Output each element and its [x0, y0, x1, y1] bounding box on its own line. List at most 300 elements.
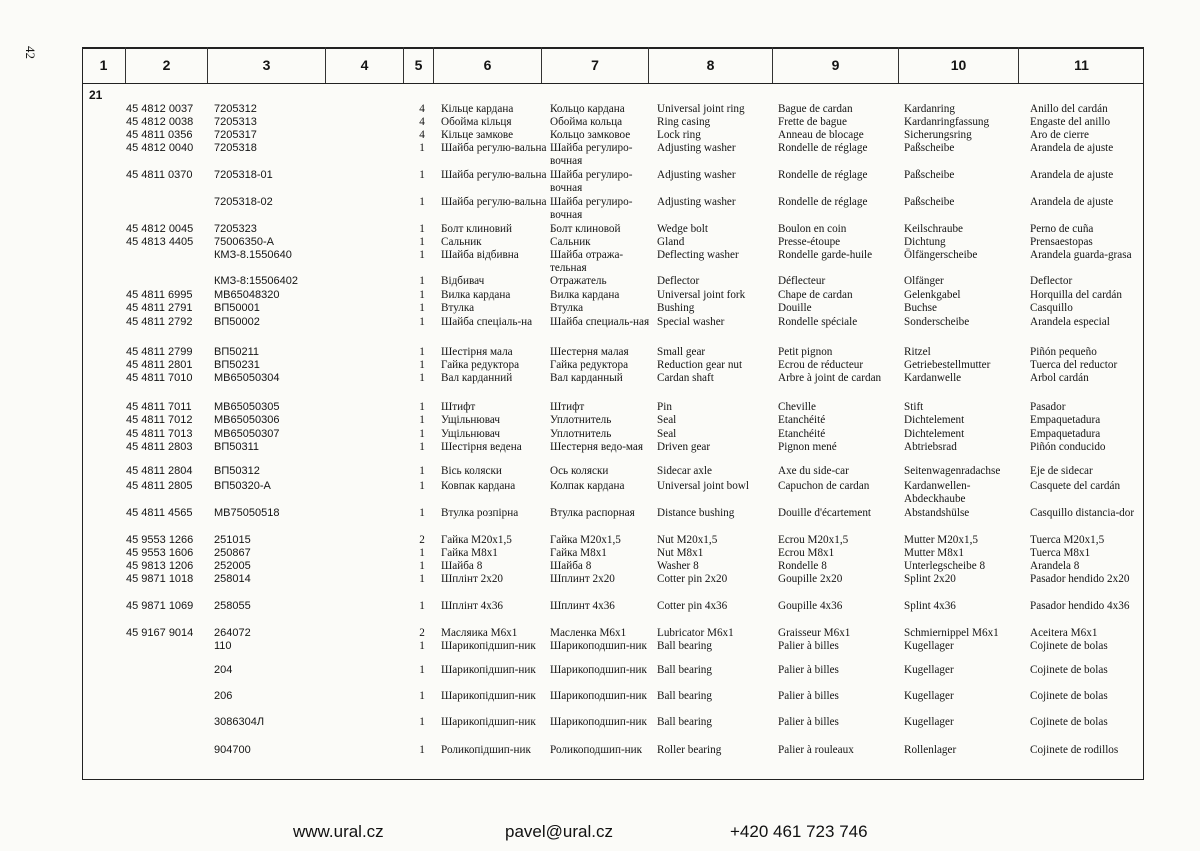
cell-c6: Шайба регулю-вальна [441, 142, 547, 154]
cell-c6: Відбивач [441, 275, 485, 287]
cell-c8: Lubricator M6x1 [657, 627, 734, 639]
cell-c5: 1 [419, 480, 425, 492]
cell-c8: Nut M8x1 [657, 547, 704, 559]
cell-c9: Cheville [778, 401, 816, 413]
cell-c9: Chape de cardan [778, 289, 853, 301]
cell-c8: Nut M20x1,5 [657, 534, 718, 546]
cell-c7: Обойма кольца [550, 116, 623, 128]
cell-c10: Kardanring [904, 103, 955, 115]
cell-c10: Kugellager [904, 716, 954, 728]
cell-c8: Small gear [657, 346, 706, 358]
header-col-7: 7 [542, 47, 649, 83]
footer-email[interactable]: pavel@ural.cz [505, 822, 613, 841]
cell-c5: 1 [419, 401, 425, 413]
cell-c3: 7205318-01 [214, 169, 273, 181]
cell-c11: Arandela de ajuste [1030, 196, 1114, 208]
cell-c2: 45 9167 9014 [126, 627, 194, 639]
section-number: 21 [89, 88, 103, 102]
cell-c10: Kugellager [904, 640, 954, 652]
cell-c11: Perno de cuña [1030, 223, 1094, 235]
header-col-5: 5 [404, 47, 434, 83]
cell-c11: Arandela guarda-grasa [1030, 249, 1132, 261]
cell-c8: Lock ring [657, 129, 701, 141]
cell-c11: Cojinete de bolas [1030, 664, 1108, 676]
cell-c6: Ущільнювач [441, 414, 500, 426]
cell-c9: Palier à rouleaux [778, 744, 854, 756]
cell-c7: Шайба регулиро-вочная [550, 169, 633, 194]
cell-c8: Ball bearing [657, 640, 712, 652]
table-header [82, 47, 1144, 84]
cell-c6: Штифт [441, 401, 476, 413]
cell-c7: Уплотнитель [550, 428, 612, 440]
cell-c11: Prensaestopas [1030, 236, 1093, 248]
cell-c7: Шарикоподшип-ник [550, 640, 647, 652]
cell-c2: 45 9553 1606 [126, 547, 194, 559]
cell-c9: Rondelle garde-huile [778, 249, 873, 261]
cell-c2: 45 4811 2805 [126, 480, 193, 492]
cell-c6: Шестірня мала [441, 346, 513, 358]
cell-c2: 45 4811 7012 [126, 414, 193, 426]
cell-c7: Гайка редуктора [550, 359, 629, 371]
cell-c10: Dichtelement [904, 428, 965, 440]
cell-c10: Unterlegscheibe 8 [904, 560, 986, 572]
cell-c3: МВ65050307 [214, 428, 280, 440]
cell-c3: 3086304Л [214, 716, 265, 728]
cell-c6: Шарикопідшип-ник [441, 690, 536, 702]
cell-c6: Гайка М20х1,5 [441, 534, 512, 546]
header-col-3: 3 [208, 47, 326, 83]
cell-c8: Ball bearing [657, 690, 712, 702]
cell-c3: 204 [214, 664, 233, 676]
cell-c7: Кольцо замковое [550, 129, 631, 141]
cell-c9: Anneau de blocage [778, 129, 864, 141]
cell-c3: МВ75050518 [214, 507, 280, 519]
header-col-11: 11 [1074, 57, 1089, 73]
cell-c8: Deflecting washer [657, 249, 739, 261]
cell-c11: Piñón pequeño [1030, 346, 1097, 358]
cell-c6: Шайба 8 [441, 560, 483, 572]
cell-c10: Mutter M8x1 [904, 547, 964, 559]
cell-c10: Dichtelement [904, 414, 965, 426]
cell-c3: 7205318 [214, 142, 257, 154]
cell-c5: 1 [419, 223, 425, 235]
cell-c6: Шарикопідшип-ник [441, 640, 536, 652]
cell-c5: 2 [419, 627, 425, 639]
cell-c2: 45 4812 0038 [126, 116, 194, 128]
cell-c8: Ball bearing [657, 664, 712, 676]
cell-c2: 45 4811 2799 [126, 346, 193, 358]
cell-c5: 1 [419, 441, 425, 453]
cell-c6: Шайба регулю-вальна [441, 196, 547, 208]
cell-c11: Deflector [1030, 275, 1073, 287]
cell-c10: Ölfängerscheibe [904, 249, 978, 261]
cell-c3: ВП50001 [214, 302, 260, 314]
cell-c10: Olfänger [904, 275, 944, 287]
cell-c2: 45 4811 7011 [126, 401, 192, 413]
cell-c6: Гайка редуктора [441, 359, 520, 371]
cell-c3: 110 [214, 640, 232, 652]
cell-c3: 258055 [214, 600, 251, 612]
cell-c10: Gelenkgabel [904, 289, 961, 301]
cell-c2: 45 9871 1069 [126, 600, 194, 612]
cell-c8: Ring casing [657, 116, 711, 128]
cell-c10: Dichtung [904, 236, 946, 248]
cell-c6: Кільце кардана [441, 103, 514, 115]
cell-c2: 45 4811 0370 [126, 169, 193, 181]
cell-c10: Abstandshülse [904, 507, 970, 519]
cell-c7: Шайба отража-тельная [550, 249, 624, 274]
cell-c9: Arbre à joint de cardan [778, 372, 882, 384]
cell-c10: Sonderscheibe [904, 316, 970, 328]
cell-c9: Palier à billes [778, 664, 839, 676]
header-col-1: 1 [82, 47, 126, 83]
cell-c6: Роликопідшип-ник [441, 744, 531, 756]
cell-c5: 1 [419, 465, 425, 477]
cell-c11: Engaste del anillo [1030, 116, 1111, 128]
cell-c5: 1 [419, 169, 425, 181]
cell-c3: ВП50312 [214, 465, 260, 477]
cell-c7: Шарикоподшип-ник [550, 716, 647, 728]
cell-c9: Douille d'écartement [778, 507, 872, 519]
cell-c6: Вісь коляски [441, 465, 502, 477]
cell-c6: Шплінт 4х36 [441, 600, 504, 612]
cell-c9: Goupille 4x36 [778, 600, 843, 612]
cell-c7: Втулка распорная [550, 507, 635, 519]
cell-c11: Arandela de ajuste [1030, 142, 1114, 154]
cell-c11: Eje de sidecar [1030, 465, 1093, 477]
cell-c7: Уплотнитель [550, 414, 612, 426]
cell-c10: Abtriebsrad [904, 441, 957, 453]
cell-c5: 1 [419, 236, 425, 248]
cell-c6: Шестірня ведена [441, 441, 522, 453]
cell-c8: Cotter pin 4x36 [657, 600, 728, 612]
cell-c7: Гайка М20х1,5 [550, 534, 621, 546]
cell-c9: Etanchéité [778, 414, 826, 426]
cell-c7: Болт клиновой [550, 223, 621, 235]
cell-c2: 45 4811 7013 [126, 428, 193, 440]
cell-c8: Universal joint fork [657, 289, 746, 301]
header-col-4: 4 [326, 47, 404, 83]
cell-c5: 1 [419, 275, 425, 287]
cell-c10: Schmiernippel M6x1 [904, 627, 999, 639]
cell-c2: 45 4811 2791 [126, 302, 193, 314]
cell-c7: Шестерня малая [550, 346, 629, 358]
cell-c8: Seal [657, 414, 677, 426]
cell-c11: Piñón conducido [1030, 441, 1106, 453]
cell-c5: 1 [419, 716, 425, 728]
cell-c8: Distance bushing [657, 507, 735, 519]
cell-c8: Adjusting washer [657, 142, 736, 154]
cell-c8: Universal joint ring [657, 103, 745, 115]
cell-c8: Universal joint bowl [657, 480, 749, 492]
cell-c3: 7205312 [214, 103, 257, 115]
cell-c6: Вилка кардана [441, 289, 511, 301]
cell-c9: Ecrou M8x1 [778, 547, 835, 559]
cell-c7: Колпак кардана [550, 480, 625, 492]
cell-c3: 250867 [214, 547, 251, 559]
cell-c7: Втулка [550, 302, 584, 314]
cell-c10: Paßscheibe [904, 169, 955, 181]
cell-c9: Ecrou de réducteur [778, 359, 864, 371]
cell-c2: 45 4811 7010 [126, 372, 193, 384]
cell-c7: Штифт [550, 401, 585, 413]
cell-c11: Empaquetadura [1030, 414, 1101, 426]
cell-c3: 252005 [214, 560, 251, 572]
cell-c11: Arandela de ajuste [1030, 169, 1114, 181]
cell-c10: Seitenwagenradachse [904, 465, 1001, 477]
cell-c6: Шайба спеціаль-на [441, 316, 533, 328]
cell-c3: МВ65050304 [214, 372, 280, 384]
cell-c10: Stift [904, 401, 924, 413]
cell-c11: Casquete del cardán [1030, 480, 1121, 492]
cell-c11: Aro de cierre [1030, 129, 1090, 141]
header-col-10: 10 [899, 47, 1019, 83]
cell-c5: 1 [419, 249, 425, 261]
cell-c7: Шплинт 4х36 [550, 600, 615, 612]
cell-c8: Gland [657, 236, 685, 248]
cell-c9: Boulon en coin [778, 223, 847, 235]
cell-c2: 45 9871 1018 [126, 573, 194, 585]
cell-c9: Pignon mené [778, 441, 837, 453]
cell-c11: Casquillo distancia-dor [1030, 507, 1135, 519]
cell-c3: ВП50320-A [214, 480, 271, 492]
cell-c7: Шайба специаль-ная [550, 316, 650, 328]
cell-c9: Bague de cardan [778, 103, 853, 115]
cell-c5: 1 [419, 507, 425, 519]
header-col-8: 8 [649, 47, 773, 83]
cell-c6: Гайка М8х1 [441, 547, 498, 559]
cell-c8: Cardan shaft [657, 372, 714, 384]
cell-c3: 7205313 [214, 116, 257, 128]
cell-c11: Empaquetadura [1030, 428, 1101, 440]
cell-c2: 45 4811 4565 [126, 507, 193, 519]
cell-c2: 45 4811 0356 [126, 129, 193, 141]
cell-c7: Шайба регулиро-вочная [550, 142, 633, 167]
cell-c7: Шайба 8 [550, 560, 592, 572]
cell-c9: Axe du side-car [778, 465, 849, 477]
cell-c10: Mutter M20x1,5 [904, 534, 978, 546]
cell-c8: Deflector [657, 275, 700, 287]
cell-c5: 1 [419, 664, 425, 676]
cell-c10: Ritzel [904, 346, 931, 358]
cell-c3: 7205318-02 [214, 196, 273, 208]
cell-c10: Paßscheibe [904, 196, 955, 208]
cell-c11: Casquillo [1030, 302, 1073, 314]
cell-c11: Arandela especial [1030, 316, 1110, 328]
cell-c9: Palier à billes [778, 640, 839, 652]
cell-c11: Aceitera M6x1 [1030, 627, 1098, 639]
cell-c5: 1 [419, 428, 425, 440]
cell-c9: Goupille 2x20 [778, 573, 843, 585]
cell-c5: 1 [419, 640, 425, 652]
cell-c11: Cojinete de rodillos [1030, 744, 1119, 756]
cell-c8: Adjusting washer [657, 169, 736, 181]
cell-c11: Tuerca M8x1 [1030, 547, 1091, 559]
cell-c8: Wedge bolt [657, 223, 708, 235]
cell-c2: 45 4811 2801 [126, 359, 193, 371]
cell-c5: 4 [419, 129, 425, 141]
cell-c6: Вал карданний [441, 372, 513, 384]
cell-c8: Cotter pin 2x20 [657, 573, 728, 585]
cell-c6: Кільце замкове [441, 129, 514, 141]
cell-c10: Splint 2x20 [904, 573, 956, 585]
cell-c3: КМЗ-8:15506402 [214, 275, 298, 287]
cell-c8: Washer 8 [657, 560, 699, 572]
cell-c6: Ковпак кардана [441, 480, 516, 492]
cell-c6: Шарикопідшип-ник [441, 716, 536, 728]
cell-c5: 1 [419, 573, 425, 585]
cell-c7: Вал карданный [550, 372, 623, 384]
cell-c10: Rollenlager [904, 744, 957, 756]
cell-c11: Cojinete de bolas [1030, 690, 1108, 702]
cell-c6: Сальник [441, 236, 482, 248]
cell-c5: 1 [419, 744, 425, 756]
cell-c9: Douille [778, 302, 812, 314]
cell-c3: ВП50311 [214, 441, 260, 453]
cell-c11: Cojinete de bolas [1030, 640, 1108, 652]
cell-c8: Special washer [657, 316, 725, 328]
cell-c5: 1 [419, 690, 425, 702]
cell-c5: 1 [419, 302, 425, 314]
cell-c11: Pasador hendido 2x20 [1030, 573, 1130, 585]
cell-c6: Втулка [441, 302, 475, 314]
cell-c7: Роликоподшип-ник [550, 744, 643, 756]
cell-c7: Шайба регулиро-вочная [550, 196, 633, 221]
cell-c9: Ecrou M20x1,5 [778, 534, 849, 546]
cell-c2: 45 4812 0045 [126, 223, 194, 235]
cell-c7: Шарикоподшип-ник [550, 690, 647, 702]
cell-c5: 4 [419, 116, 425, 128]
cell-c10: Sicherungsring [904, 129, 972, 141]
cell-c7: Кольцо кардана [550, 103, 625, 115]
cell-c11: Pasador [1030, 401, 1066, 413]
cell-c11: Arandela 8 [1030, 560, 1080, 572]
cell-c6: Шплінт 2х20 [441, 573, 504, 585]
cell-c5: 1 [419, 372, 425, 384]
cell-c9: Petit pignon [778, 346, 833, 358]
cell-c9: Presse-étoupe [778, 236, 841, 248]
cell-c10: Kugellager [904, 690, 954, 702]
cell-c3: МВ65050306 [214, 414, 280, 426]
cell-c10: Buchse [904, 302, 937, 314]
cell-c6: Болт клиновий [441, 223, 512, 235]
footer-website[interactable]: www.ural.cz [293, 822, 384, 841]
cell-c10: Splint 4x36 [904, 600, 956, 612]
cell-c10: Kardanwellen-Abdeckhaube [904, 480, 971, 505]
cell-c2: 45 4812 0040 [126, 142, 194, 154]
cell-c11: Anillo del cardán [1030, 103, 1108, 115]
cell-c5: 1 [419, 196, 425, 208]
cell-c5: 1 [419, 142, 425, 154]
cell-c11: Horquilla del cardán [1030, 289, 1122, 301]
cell-c11: Cojinete de bolas [1030, 716, 1108, 728]
cell-c8: Pin [657, 401, 672, 413]
cell-c2: 45 9813 1206 [126, 560, 194, 572]
cell-c2: 45 4811 6995 [126, 289, 193, 301]
cell-c6: Шарикопідшип-ник [441, 664, 536, 676]
cell-c9: Etanchéité [778, 428, 826, 440]
cell-c8: Reduction gear nut [657, 359, 743, 371]
cell-c7: Шплинт 2х20 [550, 573, 615, 585]
cell-c5: 1 [419, 346, 425, 358]
cell-c9: Palier à billes [778, 690, 839, 702]
cell-c3: ВП50211 [214, 346, 260, 358]
cell-c3: ВП50231 [214, 359, 260, 371]
cell-c8: Sidecar axle [657, 465, 712, 477]
cell-c11: Pasador hendido 4x36 [1030, 600, 1130, 612]
cell-c8: Seal [657, 428, 677, 440]
cell-c2: 45 4813 4405 [126, 236, 194, 248]
header-col-6: 6 [434, 47, 542, 83]
cell-c2: 45 4811 2803 [126, 441, 193, 453]
cell-c5: 1 [419, 359, 425, 371]
cell-c5: 2 [419, 534, 425, 546]
cell-c3: КМЗ-8.1550640 [214, 249, 292, 261]
cell-c9: Rondelle spéciale [778, 316, 858, 328]
cell-c7: Шарикоподшип-ник [550, 664, 647, 676]
cell-c3: 258014 [214, 573, 251, 585]
cell-c8: Driven gear [657, 441, 711, 453]
cell-c7: Масленка М6х1 [550, 627, 627, 639]
cell-c9: Graisseur M6x1 [778, 627, 851, 639]
cell-c3: 904700 [214, 744, 251, 756]
cell-c7: Шестерня ведо-мая [550, 441, 644, 453]
cell-c8: Roller bearing [657, 744, 722, 756]
cell-c7: Сальник [550, 236, 591, 248]
header-col-2: 2 [126, 47, 208, 83]
cell-c2: 45 4811 2792 [126, 316, 193, 328]
cell-c6: Шайба регулю-вальна [441, 169, 547, 181]
cell-c3: 7205317 [214, 129, 257, 141]
cell-c5: 1 [419, 414, 425, 426]
cell-c9: Rondelle de réglage [778, 196, 868, 208]
cell-c6: Шайба відбивна [441, 249, 519, 261]
cell-c10: Keilschraube [904, 223, 964, 235]
cell-c6: Ущільнювач [441, 428, 500, 440]
page-number: 42 [23, 46, 38, 59]
cell-c11: Arbol cardán [1030, 372, 1089, 384]
cell-c3: 206 [214, 690, 233, 702]
cell-c3: МВ65048320 [214, 289, 280, 301]
cell-c5: 1 [419, 289, 425, 301]
cell-c8: Ball bearing [657, 716, 712, 728]
cell-c7: Гайка М8х1 [550, 547, 607, 559]
cell-c5: 1 [419, 600, 425, 612]
cell-c3: 251015 [214, 534, 251, 546]
header-col-9: 9 [773, 47, 899, 83]
cell-c9: Rondelle de réglage [778, 169, 868, 181]
cell-c10: Kugellager [904, 664, 954, 676]
cell-c8: Bushing [657, 302, 695, 314]
cell-c9: Rondelle de réglage [778, 142, 868, 154]
cell-c7: Ось коляски [550, 465, 609, 477]
cell-c5: 4 [419, 103, 425, 115]
cell-c7: Вилка кардана [550, 289, 620, 301]
cell-c10: Getriebestellmutter [904, 359, 991, 371]
cell-c10: Paßscheibe [904, 142, 955, 154]
footer-phone: +420 461 723 746 [730, 822, 868, 841]
cell-c11: Tuerca del reductor [1030, 359, 1118, 371]
cell-c2: 45 4812 0037 [126, 103, 194, 115]
cell-c5: 1 [419, 547, 425, 559]
cell-c2: 45 9553 1266 [126, 534, 194, 546]
cell-c5: 1 [419, 316, 425, 328]
cell-c11: Tuerca M20x1,5 [1030, 534, 1105, 546]
cell-c3: 7205323 [214, 223, 257, 235]
cell-c9: Palier à billes [778, 716, 839, 728]
cell-c3: МВ65050305 [214, 401, 280, 413]
cell-c10: Kardanringfassung [904, 116, 990, 128]
